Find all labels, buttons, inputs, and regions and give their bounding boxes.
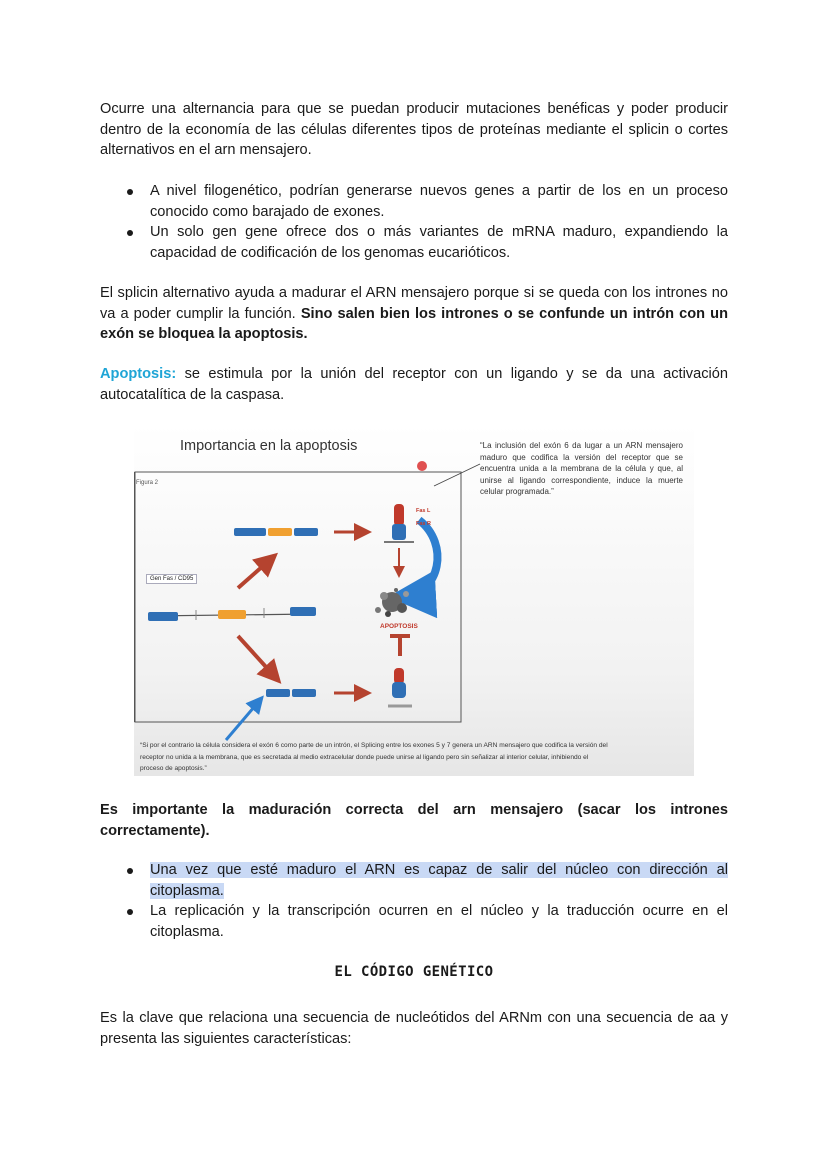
figure-quote-bottom: “Si por el contrario la célula considera el exón 6 como parte de un intrón, el Splicing entre los exones 5 y 7 genera un ARN mensajero que codifica la versión del receptor no unida a la membrana, que es secretada al medio extracelular donde puede unirse al ligando pero sin señalizar al interior celular, inhibiendo el proceso de apoptosis.” — [140, 742, 608, 772]
fas-r-label: Fas R — [416, 521, 431, 527]
list-item-text: La replicación y la transcripción ocurren en el núcleo y la traducción ocurre en el citoplasma. — [150, 903, 728, 940]
fas-l-label: Fas L — [416, 508, 431, 514]
paragraph-text: se estimula por la unión del receptor con un ligando y se da una activación autocatalítica de la caspasa. — [100, 366, 728, 403]
mrna-bottom — [266, 689, 316, 697]
list-item-text: Un solo gen gene ofrece dos o más variantes de mRNA maduro, expandiendo la capacidad de codificación de los genomas eucarióticos. — [150, 224, 728, 261]
figure-title: Importancia en la apoptosis — [180, 438, 358, 454]
bullet-list-1 — [100, 181, 728, 263]
term-apoptosis: Apoptosis: — [100, 366, 177, 382]
arrow-up — [238, 558, 272, 588]
bold-statement: Es importante la maduración correcta del arn mensajero (sacar los intrones correctamente). — [100, 802, 728, 839]
paragraph-text: El splicin alternativo ayuda a madurar el ARN mensajero porque si se queda con los intrones no va a poder cumplir la función. — [100, 285, 728, 322]
list-item — [100, 860, 728, 901]
bullet-icon — [127, 230, 133, 236]
paragraph-text: Es la clave que relaciona una secuencia de nucleótidos del ARNm con una secuencia de aa y presenta las siguientes características: — [100, 1010, 728, 1047]
list-item — [100, 181, 728, 222]
mrna-top — [234, 528, 318, 536]
blue-pointer-arrow — [226, 700, 260, 740]
apoptotic-cell-icon — [375, 588, 409, 617]
highlighted-text: Una vez que esté maduro el ARN es capaz de salir del núcleo con dirección al citoplasma. — [150, 862, 728, 899]
bullet-icon — [127, 868, 133, 874]
paragraph-codigo — [100, 1008, 728, 1049]
bullet-icon — [127, 909, 133, 915]
paragraph-text: Ocurre una alternancia para que se puedan producir mutaciones benéficas y poder producir dentro de la economía de las células diferentes tipos de proteínas mediante el splicin o cortes alternativos en el arn mensajero. — [100, 101, 728, 158]
paragraph-splicin — [100, 283, 728, 345]
bullet-list-2 — [100, 860, 728, 942]
apoptosis-figure — [134, 424, 694, 776]
apoptosis-label: APOPTOSIS — [380, 623, 418, 630]
bold-statement: Sino salen bien los intrones o se confunde un intrón con un exón se bloquea la apoptosis. — [100, 305, 728, 342]
arrow-down — [238, 636, 276, 678]
list-item — [100, 222, 728, 263]
curved-arrow-icon — [404, 520, 437, 596]
bullet-icon — [127, 189, 133, 195]
section-heading: EL CÓDIGO GENÉTICO — [334, 964, 494, 980]
figure-quote-top: “La inclusión del exón 6 da lugar a un ARN mensajero maduro que codifica la versión del receptor que se encuentra unida a la membrana de la célula y que, al unirse al ligando correspondiente, induce la muerte celular programada.” — [480, 441, 683, 497]
paragraph-apoptosis — [100, 364, 728, 405]
list-item-text: A nivel filogenético, podrían generarse nuevos genes a partir de los en un proceso conocido como barajado de exones. — [150, 183, 728, 220]
gene-label: Gen Fas / CD95 — [146, 574, 197, 584]
paragraph-importancia — [100, 800, 728, 841]
fas-receptor-icon — [394, 504, 404, 526]
ligand-icon — [417, 461, 427, 471]
gene-structure — [148, 607, 316, 621]
figure-label: Figura 2 — [136, 480, 159, 486]
paragraph-alternancia — [100, 99, 728, 161]
list-item — [100, 901, 728, 942]
